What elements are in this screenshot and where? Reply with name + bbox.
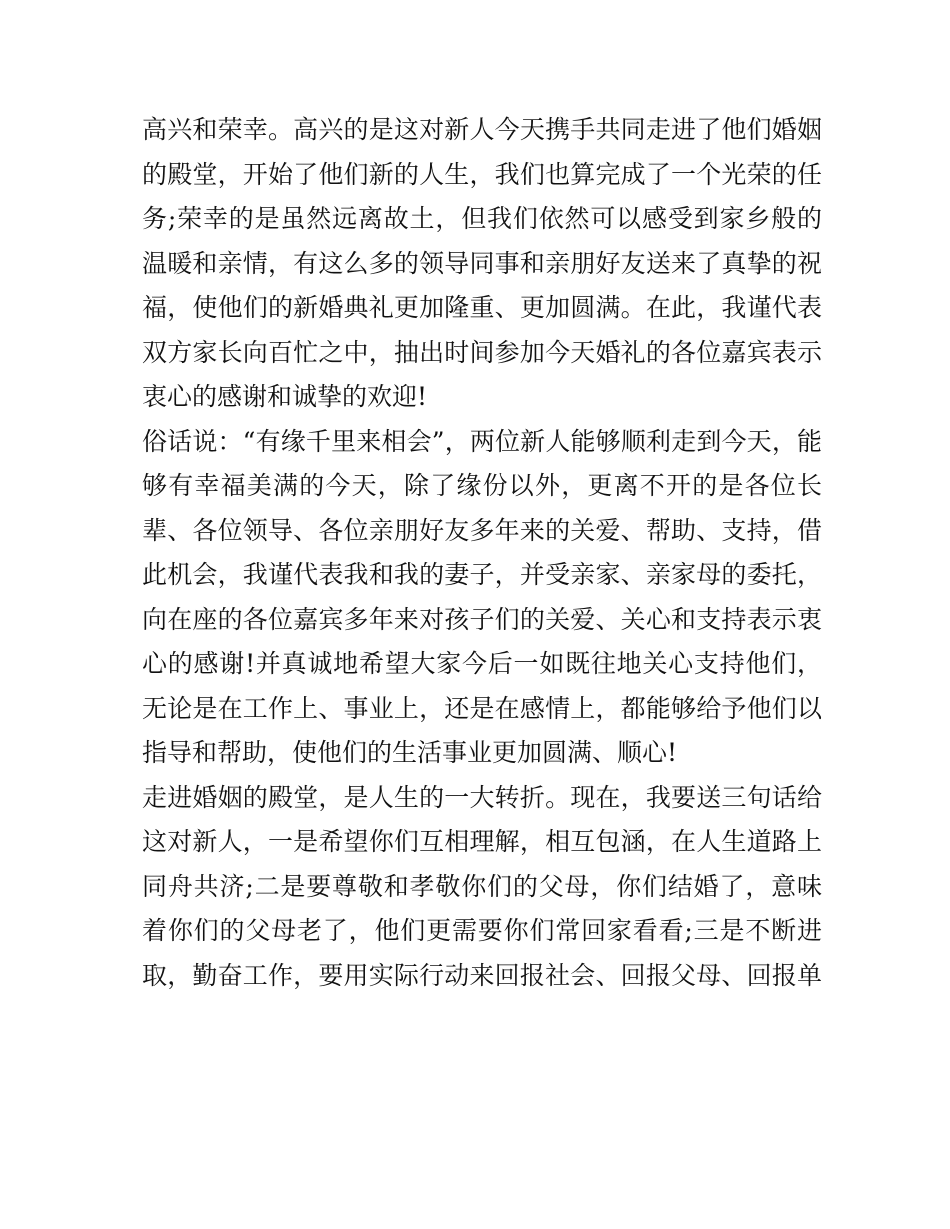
text-line: 指导和帮助，使他们的生活事业更加圆满、顺心! xyxy=(142,738,678,767)
text-line: 向在座的各位嘉宾多年来对孩子们的关爱、关心和支持表示衷 xyxy=(142,604,822,634)
text-line: 福，使他们的新婚典礼更加隆重、更加圆满。在此，我谨代表 xyxy=(142,293,822,322)
text-line: 的殿堂，开始了他们新的人生，我们也算完成了一个光荣的任 xyxy=(142,159,822,189)
text-line: 衷心的感谢和诚挚的欢迎! xyxy=(142,382,428,411)
text-line: 无论是在工作上、事业上，还是在感情上，都能够给予他们以 xyxy=(142,693,822,723)
text-line: 高兴和荣幸。高兴的是这对新人今天携手共同走进了他们婚姻 xyxy=(142,115,822,144)
text-line: 俗话说：“有缘千里来相会”，两位新人能够顺利走到今天，能 xyxy=(142,426,822,456)
text-line: 这对新人，一是希望你们互相理解，相互包涵，在人生道路上 xyxy=(142,827,822,856)
text-line: 走进婚姻的殿堂，是人生的一大转折。现在，我要送三句话给 xyxy=(142,782,822,812)
text-line: 取，勤奋工作，要用实际行动来回报社会、回报父母、回报单 xyxy=(142,960,822,990)
text-line: 务;荣幸的是虽然远离故土，但我们依然可以感受到家乡般的 xyxy=(142,204,822,233)
text-line: 够有幸福美满的今天，除了缘份以外，更离不开的是各位长 xyxy=(142,471,822,500)
text-line: 心的感谢!并真诚地希望大家今后一如既往地关心支持他们， xyxy=(142,649,822,678)
text-line: 同舟共济;二是要尊敬和孝敬你们的父母，你们结婚了，意味 xyxy=(142,871,822,901)
text-line: 着你们的父母老了，他们更需要你们常回家看看;三是不断进 xyxy=(142,916,822,945)
text-line: 温暖和亲情，有这么多的领导同事和亲朋好友送来了真挚的祝 xyxy=(142,248,822,278)
body-text xyxy=(142,108,822,998)
text-line: 辈、各位领导、各位亲朋好友多年来的关爱、帮助、支持，借 xyxy=(142,515,822,545)
text-line: 此机会，我谨代表我和我的妻子，并受亲家、亲家母的委托， xyxy=(142,560,822,589)
text-line: 双方家长向百忙之中，抽出时间参加今天婚礼的各位嘉宾表示 xyxy=(142,337,822,367)
